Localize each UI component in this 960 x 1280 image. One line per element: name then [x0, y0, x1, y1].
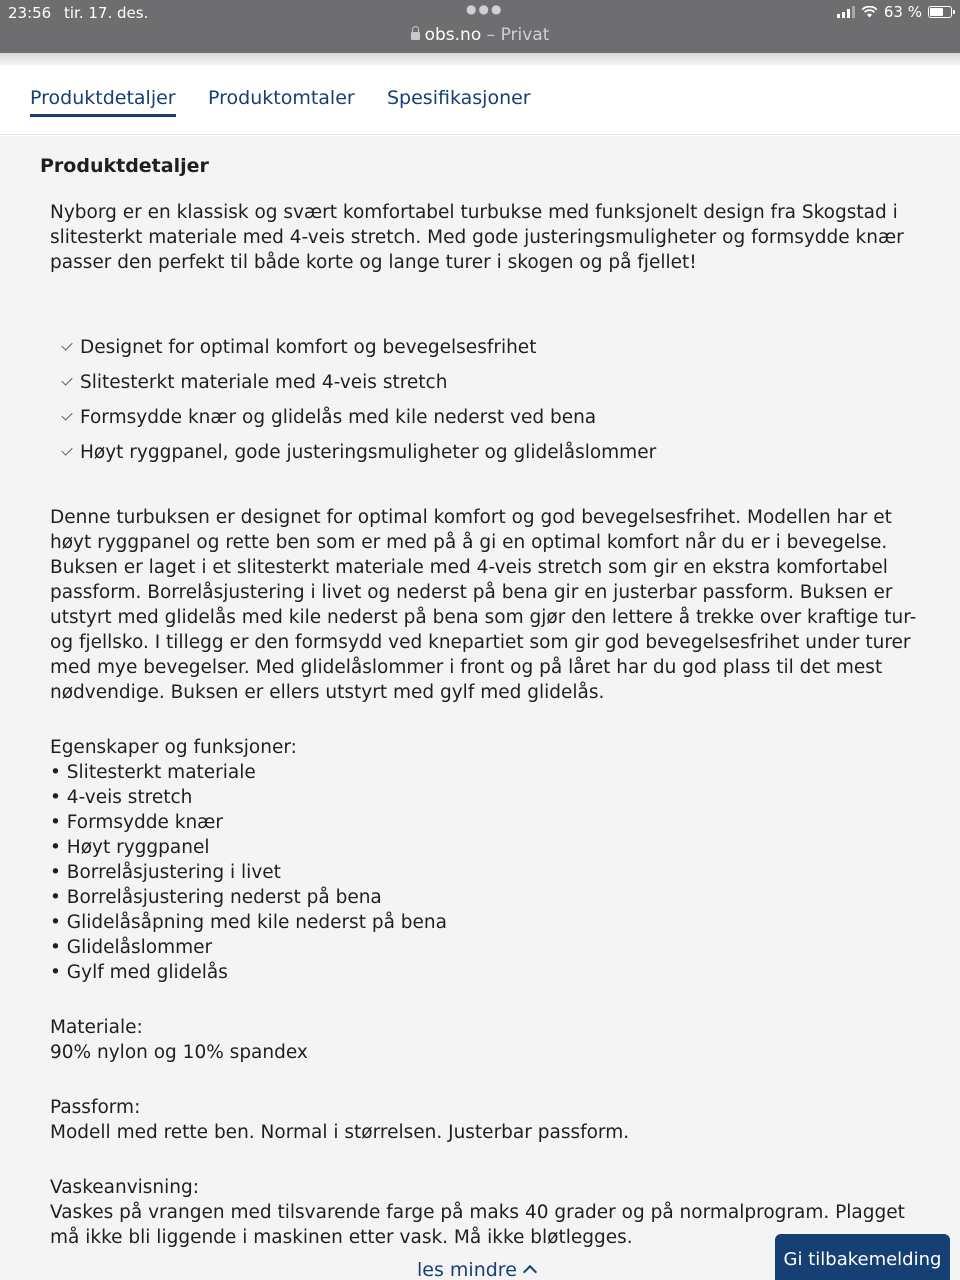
tab-produktdetaljer[interactable]: Produktdetaljer: [30, 87, 176, 109]
fit-value: Modell med rette ben. Normal i størrelsen. Justerbar passform.: [50, 1122, 630, 1143]
material-label: Materiale:: [50, 1017, 143, 1038]
checklist-text: Formsydde knær og glidelås med kile nederst ved bena: [80, 407, 597, 428]
battery-level-fill: [930, 8, 943, 16]
browser-status-bar: [0, 0, 960, 53]
feedback-button[interactable]: Gi tilbakemelding: [775, 1234, 950, 1280]
wash-label: Vaskeanvisning:: [50, 1177, 199, 1198]
intro-paragraph: Nyborg er en klassisk og svært komfortabel turbukse med funksjonelt design fra Skogstad i slitesterkt materiale med 4-veis stretch. Med gode justeringsmuligheter og formsydde knær passer den perfekt til både korte og lange turer i skogen og på fjellet!: [50, 202, 904, 273]
tab-spesifikasjoner[interactable]: Spesifikasjoner: [387, 87, 531, 109]
private-mode-label: Privat: [500, 25, 550, 45]
signal-icon: [837, 6, 855, 18]
benefits-checklist: [62, 330, 656, 470]
more-dots-icon[interactable]: ●●●: [466, 2, 504, 16]
checklist-text: Designet for optimal komfort og bevegelsesfrihet: [80, 337, 537, 358]
tab-produktomtaler[interactable]: Produktomtaler: [208, 87, 355, 109]
features-list: [50, 760, 447, 985]
check-icon: [61, 374, 72, 385]
battery-percent: 63 %: [883, 3, 922, 21]
tabs-shadow: [0, 53, 960, 65]
lock-icon: [411, 32, 420, 40]
description-paragraph: Denne turbuksen er designet for optimal komfort og god bevegelsesfrihet. Modellen har et høyt ryggpanel og rette ben som er med på å gi en optimal komfort når du er i bevegelse. Buksen er laget i et slitesterkt materiale med 4-veis stretch som gir en ekstra komfortabel passform. Borrelåsjustering i livet og nederst på bena gir en justerbar passform. Buksen er utstyrt med glidelås med kile nederst på bena som gjør den lettere å trekke over kraftige tur- og fjellsko. I tillegg er den formsydd ved knepartiet som gir god bevegelsesfrihet under turer med mye bevegelser. Med glidelåslommer i front og på låret har du god plass til det mest nødvendige. Buksen er ellers utstyrt med gylf med glidelås.: [50, 507, 917, 703]
address-bar[interactable]: [0, 25, 960, 45]
wifi-icon: [861, 6, 878, 18]
status-indicators: [837, 3, 952, 21]
check-icon: [61, 444, 72, 455]
list-item: • Høyt ryggpanel: [50, 837, 210, 858]
status-time: 23:56: [8, 4, 52, 22]
list-item: • 4-veis stretch: [50, 787, 193, 808]
checklist-text: Høyt ryggpanel, gode justeringsmuligheter og glidelåslommer: [80, 442, 657, 463]
read-less-link[interactable]: [417, 1259, 535, 1280]
list-item: [62, 330, 656, 365]
url-domain: obs.no: [424, 25, 482, 45]
list-item: [62, 365, 656, 400]
list-item: • Glidelåslommer: [50, 937, 213, 958]
product-tabs: [0, 65, 960, 135]
list-item: • Glidelåsåpning med kile nederst på bena: [50, 912, 447, 933]
list-item: • Slitesterkt materiale: [50, 762, 256, 783]
read-less-label: les mindre: [417, 1259, 517, 1280]
list-item: • Borrelåsjustering i livet: [50, 862, 281, 883]
list-item: [62, 400, 656, 435]
check-icon: [61, 409, 72, 420]
section-title: Produktdetaljer: [40, 155, 209, 177]
wash-value: Vaskes på vrangen med tilsvarende farge på maks 40 grader og på normalprogram. Plagget må ikke bli liggende i maskinen etter vask. Må ikke bløtlegges.: [50, 1202, 905, 1248]
check-icon: [61, 339, 72, 350]
checklist-text: Slitesterkt materiale med 4-veis stretch: [80, 372, 448, 393]
list-item: • Formsydde knær: [50, 812, 223, 833]
list-item: • Borrelåsjustering nederst på bena: [50, 887, 382, 908]
features-heading: Egenskaper og funksjoner:: [50, 737, 297, 758]
chevron-up-icon: [523, 1265, 537, 1279]
material-value: 90% nylon og 10% spandex: [50, 1042, 308, 1063]
url-separator: –: [481, 25, 501, 45]
battery-icon: [928, 6, 952, 18]
list-item: • Gylf med glidelås: [50, 962, 228, 983]
fit-label: Passform:: [50, 1097, 141, 1118]
list-item: [62, 435, 656, 470]
status-date: tir. 17. des.: [64, 4, 149, 22]
